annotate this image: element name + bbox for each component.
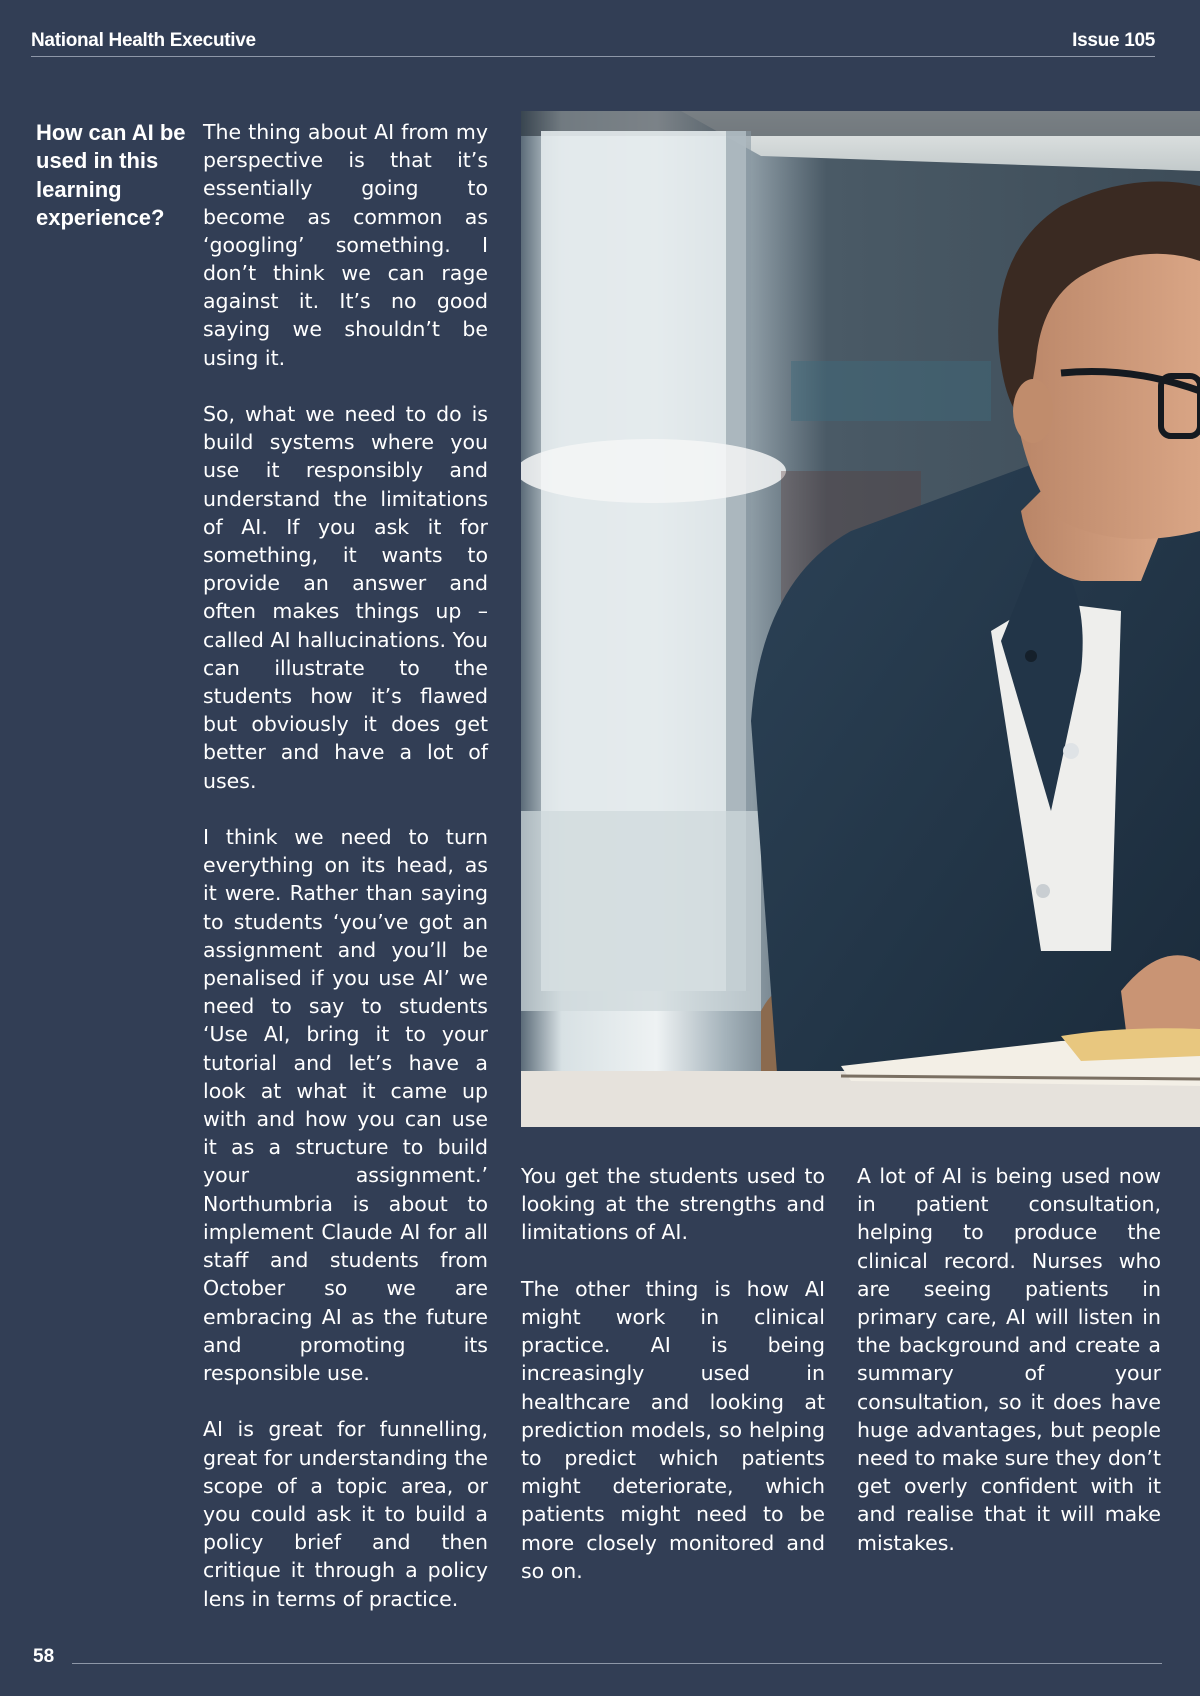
photo-man-with-notebook <box>521 111 1200 1127</box>
page-number: 58 <box>33 1646 55 1667</box>
header-divider <box>31 56 1155 57</box>
article-column-2 <box>521 1162 825 1585</box>
paragraph: A lot of AI is being used now in patient consultation, helping to produce the clinical record. Nurses who are seeing patients in primary care, AI will listen in the background and create a summary of your consultation, so it does have huge advantages, but people need to make sure they don’t get overly confident with it and realise that it will make mistakes. <box>857 1164 1161 1555</box>
paragraph: AI is great for funnelling, great for understanding the scope of a topic area, or you could ask it to build a policy brief and then critique it through a policy lens in terms of practice. <box>203 1417 488 1611</box>
issue-number: Issue 105 <box>1072 30 1155 51</box>
paragraph: So, what we need to do is build systems where you use it responsibly and understand the limitations of AI. If you ask it for something, it wants to provide an answer and often makes things up – called AI hallucinations. You can illustrate to the students how it’s flawed but obviously it does get better and have a lot of uses. <box>203 402 488 793</box>
paragraph: I think we need to turn everything on its head, as it were. Rather than saying to students ‘you’ve got an assignment and you’ll be penalised if you use AI’ we need to say to students ‘Use AI, bring it to your tutorial and let’s have a look at what it came up with and how you can use it as a structure to build your assignment.’ Northumbria is about to implement Claude AI for all staff and students from October so we are embracing AI as the future and promoting its responsible use. <box>203 825 488 1385</box>
paragraph: The other thing is how AI might work in clinical practice. AI is being increasingly used in healthcare and looking at prediction models, so helping to predict which patients might deteriorate, which patients might need to be more closely monitored and so on. <box>521 1276 825 1583</box>
paragraph: You get the students used to looking at the strengths and limitations of AI. <box>521 1164 825 1245</box>
footer-divider <box>72 1663 1162 1664</box>
article-column-3 <box>857 1162 1161 1557</box>
section-heading: How can AI be used in this learning experience? <box>36 120 186 230</box>
publication-title: National Health Executive <box>31 30 256 51</box>
paragraph: The thing about AI from my perspective is that it’s essentially going to become as common as ‘googling’ something. I don’t think we can rage against it. It’s no good saying we shouldn’t be using it. <box>203 120 488 370</box>
article-column-1 <box>203 118 488 1613</box>
article-photo <box>521 111 1200 1127</box>
